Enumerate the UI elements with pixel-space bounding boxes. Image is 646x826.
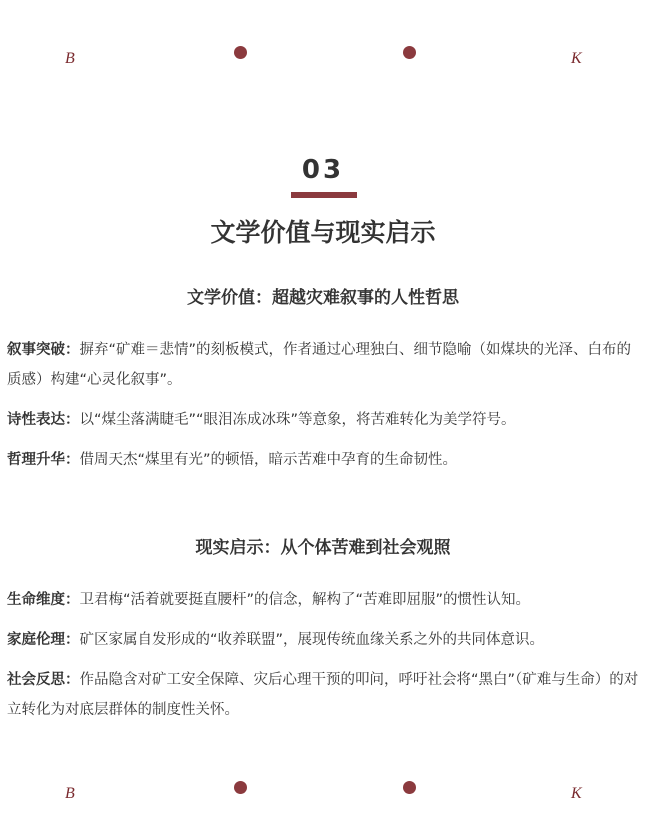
decoration-letter-right: K [571, 50, 582, 67]
item-label: 哲理升华： [7, 452, 80, 468]
reality-heading: 现实启示：从个体苦难到社会观照 [195, 538, 451, 558]
item-text: 作品隐含对矿工安全保障、灾后心理干预的叩问，呼吁社会将“黑白”（矿难与生命）的对立转化为对底层群体的制度性关怀。 [7, 672, 639, 718]
decoration-dot [403, 46, 416, 59]
item-text: 摒弃“矿难＝悲情”的刻板模式，作者通过心理独白、细节隐喻（如煤块的光泽、白布的质感）构建“心灵化叙事”。 [7, 342, 632, 388]
literary-item-narrative [7, 335, 641, 395]
item-label: 家庭伦理： [7, 632, 80, 648]
item-label: 生命维度： [7, 592, 80, 608]
reality-item-life [7, 585, 641, 615]
literary-heading: 文学价值：超越灾难叙事的人性哲思 [187, 288, 459, 308]
decoration-letter-left: B [65, 50, 75, 67]
item-text: 借周天杰“煤里有光”的顿悟，暗示苦难中孕育的生命韧性。 [79, 452, 458, 468]
section-number: 03 [301, 155, 345, 185]
decoration-dot [234, 781, 247, 794]
item-label: 诗性表达： [7, 412, 80, 428]
decoration-letter-left: B [65, 785, 75, 802]
decoration-dot [403, 781, 416, 794]
item-label: 叙事突破： [7, 342, 80, 358]
top-decoration [0, 46, 646, 76]
decoration-dot [234, 46, 247, 59]
item-label: 社会反思： [7, 672, 80, 688]
item-text: 矿区家属自发形成的“收养联盟”，展现传统血缘关系之外的共同体意识。 [79, 632, 545, 648]
page-title: 文学价值与现实启示 [210, 218, 436, 247]
section-accent-bar [291, 192, 357, 198]
literary-item-poetic [7, 405, 641, 435]
item-text: 以“煤尘落满睫毛”“眼泪冻成冰珠”等意象，将苦难转化为美学符号。 [79, 412, 516, 428]
bottom-decoration [0, 781, 646, 811]
reality-item-society [7, 665, 641, 725]
literary-item-philosophy [7, 445, 641, 475]
reality-item-family [7, 625, 641, 655]
decoration-letter-right: K [571, 785, 582, 802]
item-text: 卫君梅“活着就要挺直腰杆”的信念，解构了“苦难即屈服”的惯性认知。 [79, 592, 531, 608]
